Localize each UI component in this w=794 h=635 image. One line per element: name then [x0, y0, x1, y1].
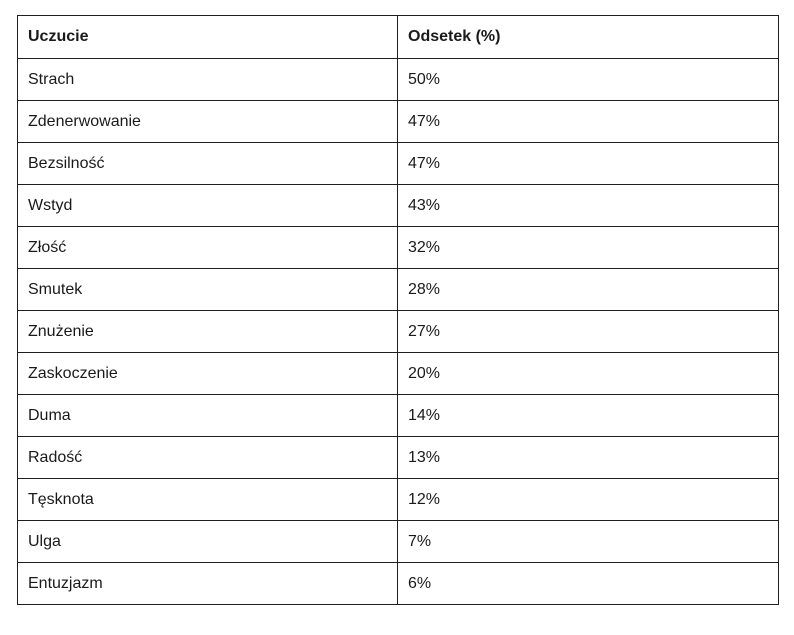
- percentage-cell: 6%: [398, 563, 779, 605]
- feeling-cell: Tęsknota: [18, 479, 398, 521]
- table-row: [18, 227, 779, 269]
- feeling-cell: Duma: [18, 395, 398, 437]
- percentage-cell: 47%: [398, 143, 779, 185]
- percentage-cell: 12%: [398, 479, 779, 521]
- feeling-cell: Zdenerwowanie: [18, 101, 398, 143]
- table-header-row: [18, 16, 779, 59]
- table-row: [18, 521, 779, 563]
- feeling-cell: Ulga: [18, 521, 398, 563]
- percentage-cell: 43%: [398, 185, 779, 227]
- percentage-cell: 14%: [398, 395, 779, 437]
- feeling-cell: Zaskoczenie: [18, 353, 398, 395]
- column-header-percentage: Odsetek (%): [398, 16, 779, 59]
- table-row: [18, 143, 779, 185]
- table-row: [18, 395, 779, 437]
- percentage-cell: 13%: [398, 437, 779, 479]
- feeling-cell: Znużenie: [18, 311, 398, 353]
- percentage-cell: 27%: [398, 311, 779, 353]
- percentage-cell: 32%: [398, 227, 779, 269]
- table-row: [18, 353, 779, 395]
- table-row: [18, 437, 779, 479]
- percentage-cell: 28%: [398, 269, 779, 311]
- table-row: [18, 479, 779, 521]
- feeling-cell: Bezsilność: [18, 143, 398, 185]
- feeling-cell: Entuzjazm: [18, 563, 398, 605]
- table-row: [18, 185, 779, 227]
- feeling-cell: Złość: [18, 227, 398, 269]
- percentage-cell: 7%: [398, 521, 779, 563]
- feeling-cell: Smutek: [18, 269, 398, 311]
- table-row: [18, 59, 779, 101]
- feeling-cell: Strach: [18, 59, 398, 101]
- table-row: [18, 563, 779, 605]
- percentage-cell: 50%: [398, 59, 779, 101]
- column-header-feeling: Uczucie: [18, 16, 398, 59]
- feelings-table: [17, 15, 779, 605]
- feeling-cell: Radość: [18, 437, 398, 479]
- feelings-table-container: [17, 15, 778, 605]
- table-row: [18, 101, 779, 143]
- feeling-cell: Wstyd: [18, 185, 398, 227]
- table-row: [18, 269, 779, 311]
- percentage-cell: 47%: [398, 101, 779, 143]
- table-row: [18, 311, 779, 353]
- percentage-cell: 20%: [398, 353, 779, 395]
